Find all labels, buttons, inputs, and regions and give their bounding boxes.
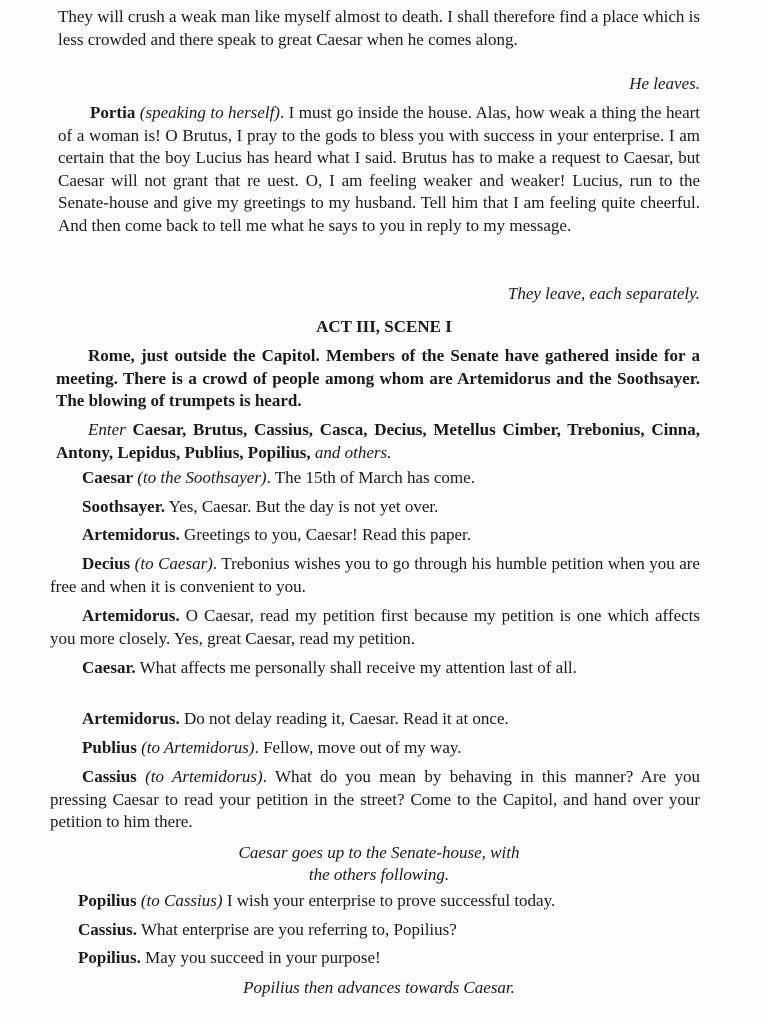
speech-line [50, 524, 700, 547]
speaker-name: Artemidorus. [82, 709, 180, 728]
speech-text: What enterprise are you referring to, Popilius? [137, 920, 457, 939]
stage-direction-he-leaves: He leaves. [629, 74, 700, 93]
speech-line [46, 890, 700, 913]
stage-direction-popilius: Popilius then advances towards Caesar. [243, 978, 515, 997]
speaker-name: Cassius [82, 767, 137, 786]
speaker-name: Portia [90, 103, 136, 122]
entrance-direction [56, 419, 700, 464]
speech-line [50, 657, 700, 680]
speech-line [50, 496, 700, 519]
speech-text: Do not delay reading it, Caesar. Read it at once. [179, 709, 509, 728]
speech-line [46, 947, 700, 970]
speech-line [50, 467, 700, 490]
paragraph-text: They will crush a weak man like myself almost to death. I shall therefore find a place which is less crowded and there speak to great Caesar when he comes along. [58, 7, 700, 49]
speech-line [46, 919, 700, 942]
speech-line [50, 737, 700, 760]
speech-text: I wish your enterprise to prove successful today. [222, 891, 556, 910]
speech-text: . Fellow, move out of my way. [254, 738, 462, 757]
speech-text: What affects me personally shall receive my attention last of all. [135, 658, 577, 677]
speech-text: . Trebonius wishes you to go through his humble petition when you are free and when it is convenient to you. [50, 554, 700, 596]
speaker-direction: (to the Soothsayer) [132, 468, 267, 487]
speech-text: . What do you mean by behaving in this manner? Are you pressing Caesar to read your petition in the street? Come to the Capitol, and hand over your petition to him there. [50, 767, 700, 831]
speaker-direction: (speaking to herself) [139, 103, 280, 122]
speech-text: Yes, Caesar. But the day is not yet over. [164, 497, 439, 516]
speaker-name: Popilius [78, 891, 137, 910]
speaker-direction: (to Cassius) [136, 891, 223, 910]
stage-direction-they-leave: They leave, each separately. [507, 284, 700, 303]
speaker-direction: (to Artemidorus) [136, 738, 255, 757]
speech-text: . The 15th of March has come. [266, 468, 475, 487]
scene-setting: Rome, just outside the Capitol. Members of the Senate have gathered inside for a meeting. There is a crowd of people among whom are Artemidorus and the Soothsayer. The blowing of trumpets is heard. [56, 346, 700, 410]
speaker-name: Publius [82, 738, 137, 757]
speaker-name: Decius [82, 554, 131, 573]
enter-word: Enter [88, 420, 126, 439]
speech-text: May you succeed in your purpose! [140, 948, 381, 967]
speaker-direction: (to Artemidorus) [136, 767, 263, 786]
speaker-direction: (to Caesar) [130, 554, 213, 573]
speech-portia [58, 102, 700, 237]
speech-line [50, 766, 700, 834]
stage-direction-senate-b: the others following. [308, 865, 450, 884]
speaker-name: Artemidorus. [82, 606, 180, 625]
stage-direction-senate-a: Caesar goes up to the Senate-house, with [238, 843, 520, 862]
enter-names: Caesar, Brutus, Cassius, Casca, Decius, Metellus Cimber, Trebonius, Cinna, Antony, Lepidus, Publius, Popilius, [56, 420, 700, 462]
speaker-name: Cassius. [78, 920, 138, 939]
speaker-name: Soothsayer. [82, 497, 165, 516]
speaker-name: Popilius. [78, 948, 141, 967]
speech-line [50, 708, 700, 731]
speech-line [50, 605, 700, 650]
speaker-name: Artemidorus. [82, 525, 180, 544]
paragraph-crush [58, 6, 700, 51]
speech-line [50, 553, 700, 598]
enter-tail: and others. [310, 442, 392, 462]
speech-text: Greetings to you, Caesar! Read this paper. [179, 525, 472, 544]
speaker-name: Caesar [82, 468, 133, 487]
speech-text: . I must go inside the house. Alas, how weak a thing the heart of a woman is! O Brutus, I pray to the gods to bless you with success in your enterprise. I am certain that the boy Lucius has heard what I said. Brutus has to make a request to Caesar, but Caesar will not grant that re uest. O, I am feeling weaker and weaker! Lucius, run to the Senate-house and give my greetings to my husband. Tell him that I am feeling quite cheerful. And then come back to tell me what he says to you in reply to my message. [58, 103, 700, 235]
speech-text: O Caesar, read my petition first because my petition is one which affects you more closely. Yes, great Caesar, read my petition. [50, 606, 700, 648]
scene-heading: ACT III, SCENE I [316, 317, 452, 336]
speaker-name: Caesar. [82, 658, 136, 677]
